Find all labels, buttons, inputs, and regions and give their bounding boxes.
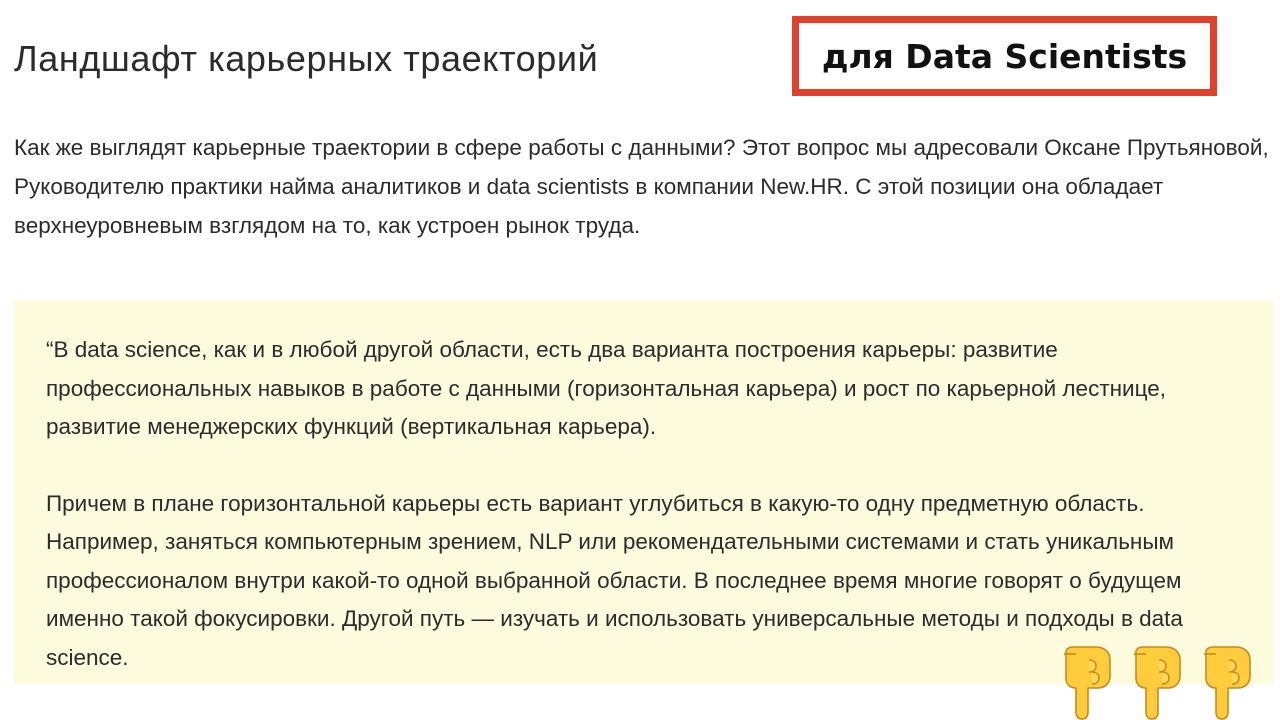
audience-tag-label: для Data Scientists	[821, 36, 1188, 76]
pointing-down-hand-icon	[1196, 646, 1254, 720]
quote-paragraph-1: “В data science, как и в любой другой области, есть два варианта построения карьеры: развитие профессиональных навыков в работе с данными (горизонтальная карьера) и рост по карьерной лестнице, развитие менеджерских функций (вертикальная карьера).	[46, 337, 1167, 439]
page-title: Ландшафт карьерных траекторий	[14, 38, 599, 79]
pointing-hands	[1056, 646, 1256, 720]
quote-block	[14, 300, 1274, 684]
pointing-down-hand-icon	[1056, 646, 1114, 720]
audience-tag	[792, 16, 1217, 96]
quote-paragraph-2: Причем в плане горизонтальной карьеры есть вариант углубиться в какую-то одну предметную область. Например, заняться компьютерным зрением, NLP или рекомендательными системами и стать уникальным профессионалом внутри какой-то одной выбранной области. В последнее время многие говорят о будущем именно такой фокусировки. Другой путь — изучать и использовать универсальные методы и подходы в data science.	[46, 490, 1183, 670]
intro-paragraph: Как же выглядят карьерные траектории в сфере работы с данными? Этот вопрос мы адресовали Оксане Прутьяновой, Руководителю практики найма аналитиков и data scientists в компании New.HR. С этой позиции она обладает верхнеуровневым взглядом на то, как устроен рынок труда.	[14, 135, 1269, 238]
pointing-down-hand-icon	[1126, 646, 1184, 720]
